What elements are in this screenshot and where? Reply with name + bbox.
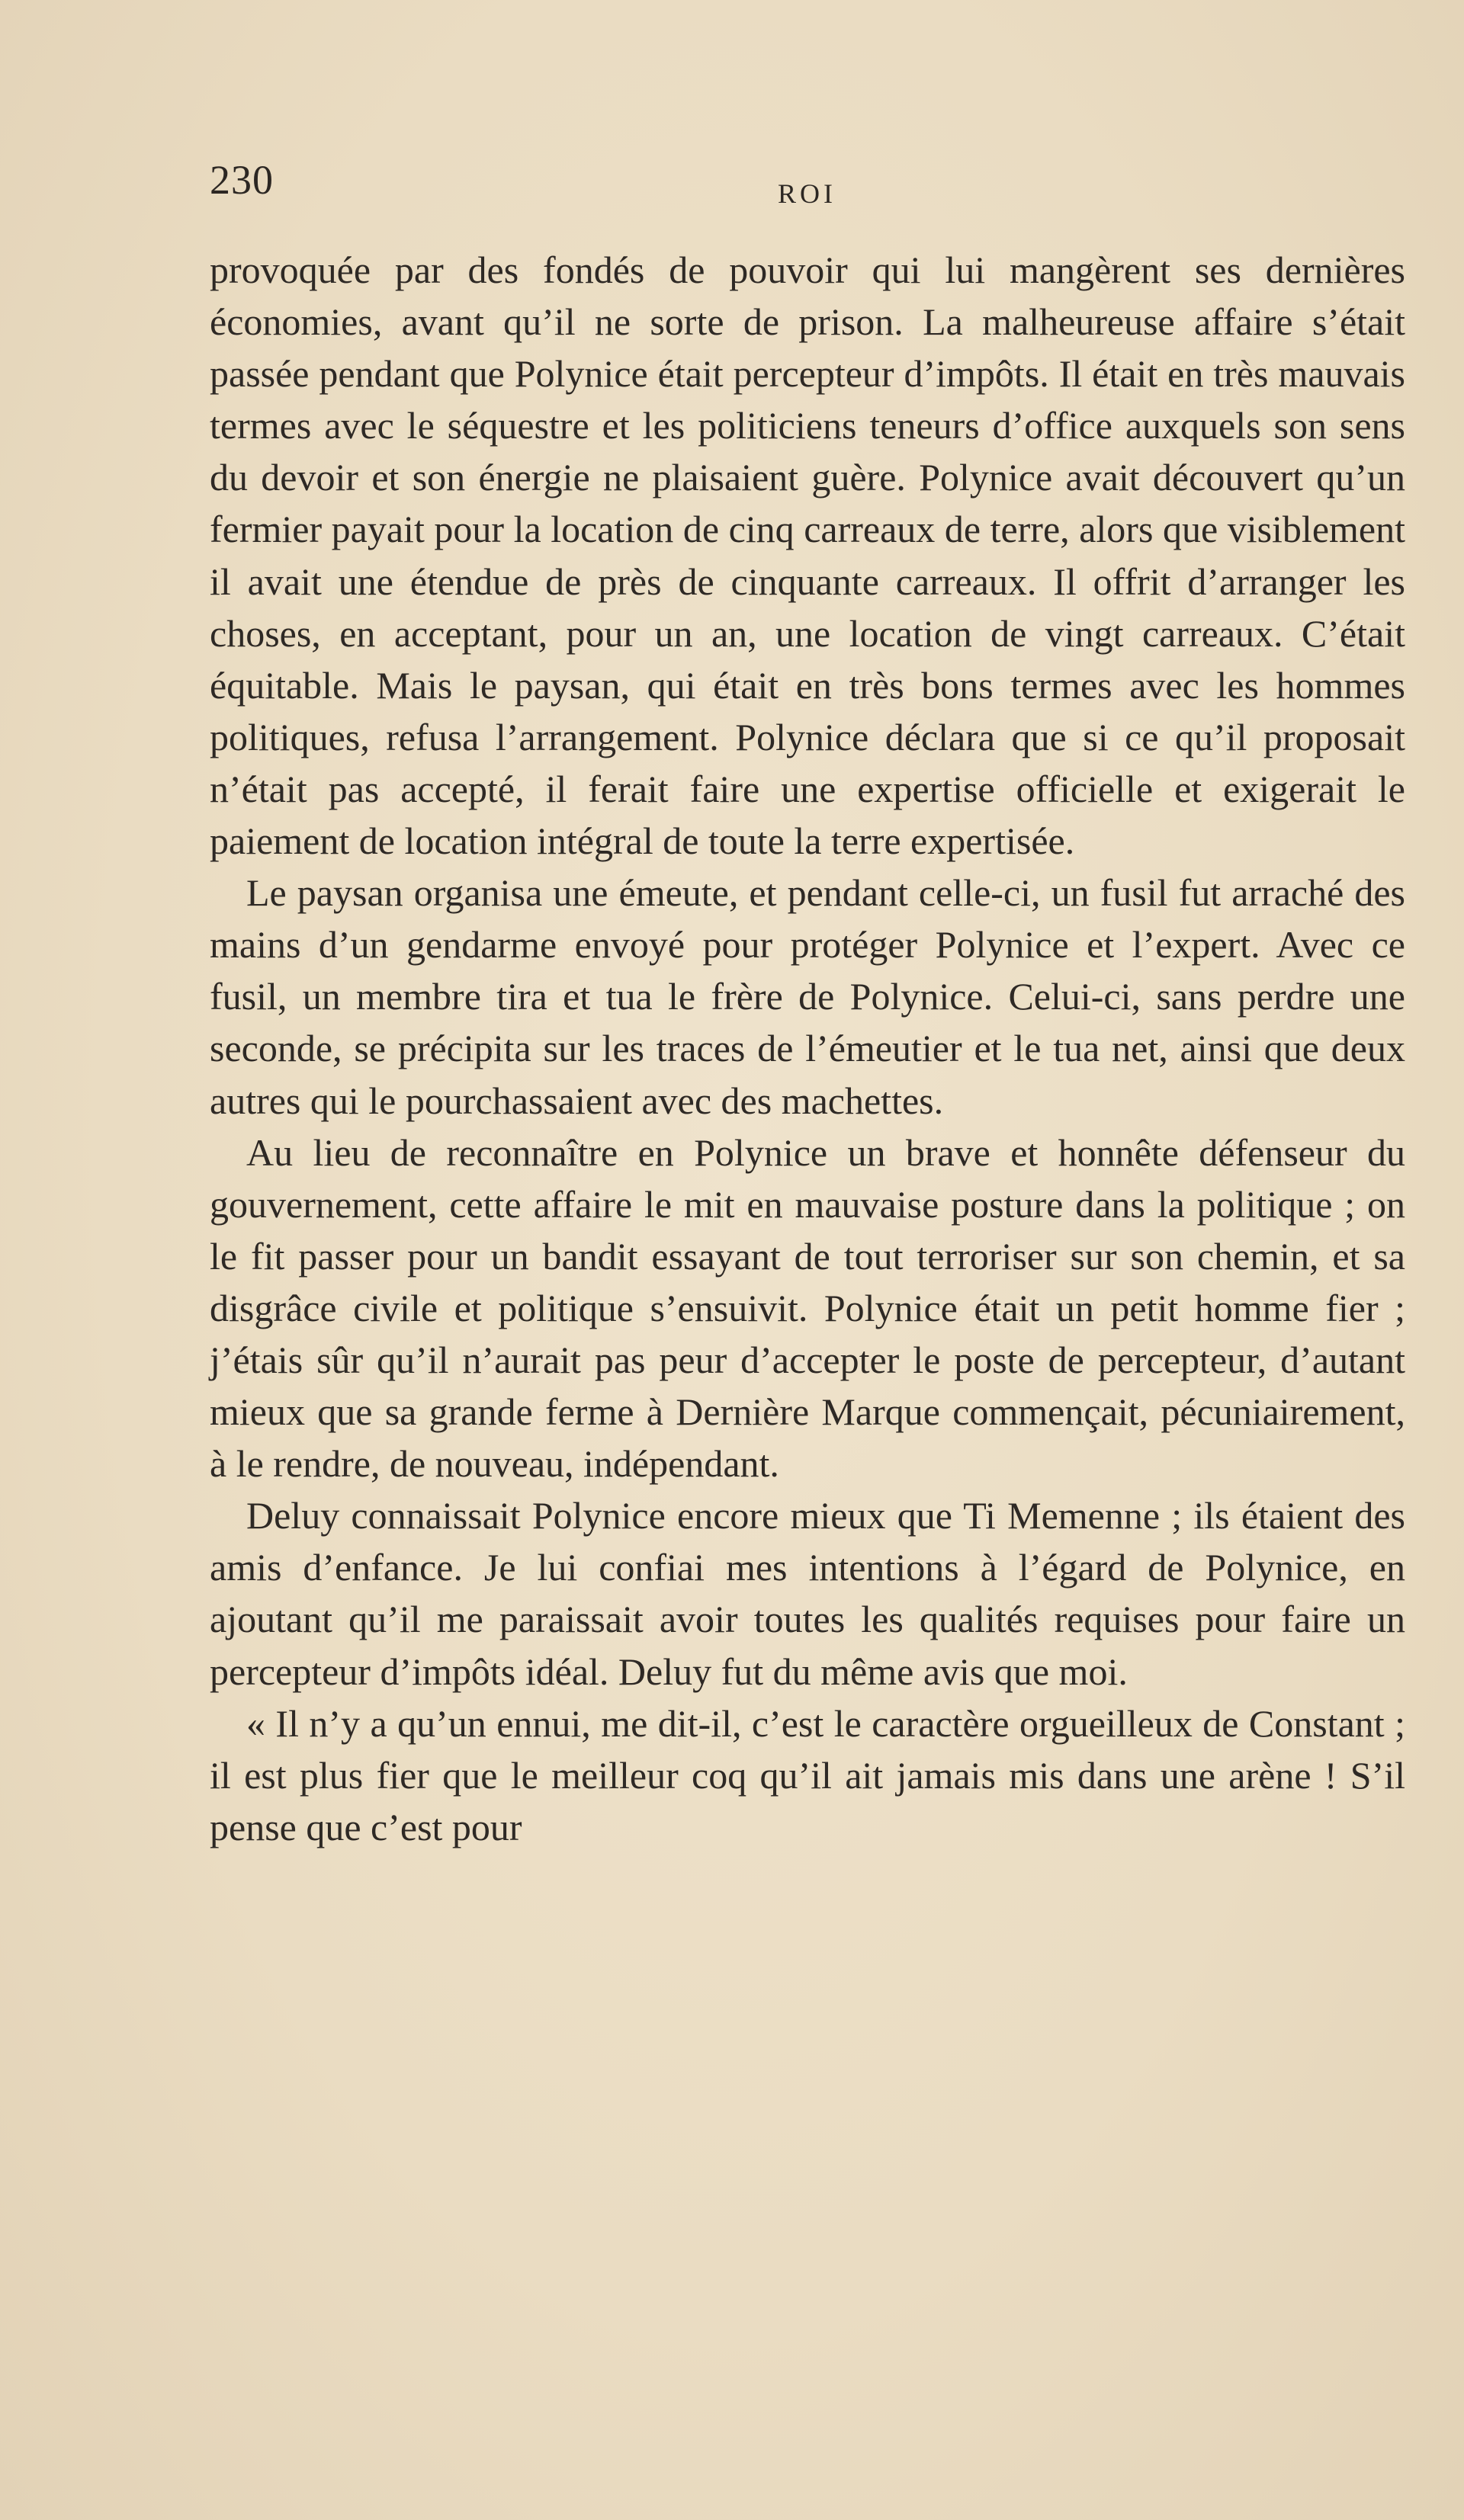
paragraph: Deluy connaissait Polynice encore mieux que Ti Memenne ; ils étaient des amis d’enfance. Je lui confiai mes intentions à l’égard de Polynice, en ajoutant qu’il me paraissait avoir toutes les qualités requises pour faire un percepteur d’impôts idéal. Deluy fut du même avis que moi. <box>210 1494 1405 1693</box>
paragraph: provoquée par des fondés de pouvoir qui lui mangèrent ses dernières économies, avant qu’il ne sorte de prison. La malheureuse affaire s’était passée pendant que Polynice était percepteur d’impôts. Il était en très mauvais termes avec le séquestre et les politiciens teneurs d’office auxquels son sens du devoir et son énergie ne plaisaient guère. Polynice avait découvert qu’un fermier payait pour la location de cinq carreaux de terre, alors que visiblement il avait une étendue de près de cinquante carreaux. Il offrit d’arranger les choses, en acceptant, pour un an, une location de vingt carreaux. C’était équitable. Mais le paysan, qui était en très bons termes avec les hommes politiques, refusa l’arrangement. Polynice déclara que si ce qu’il proposait n’était pas accepté, il ferait faire une expertise officielle et exigerait le paiement de location intégral de toute la terre expertisée. <box>210 248 1405 863</box>
paragraph: Le paysan organisa une émeute, et pendant celle-ci, un fusil fut arraché des mains d’un gendarme envoyé pour protéger Polynice et l’expert. Avec ce fusil, un membre tira et tua le frère de Polynice. Celui-ci, sans perdre une seconde, se précipita sur les traces de l’émeutier et le tua net, ainsi que deux autres qui le pourchassaient avec des machettes. <box>210 871 1405 1122</box>
page-number: 230 <box>210 157 274 203</box>
page-header <box>210 156 1407 217</box>
paragraph: « Il n’y a qu’un ennui, me dit-il, c’est le caractère orgueilleux de Constant ; il est plus fier que le meilleur coq qu’il ait jamais mis dans une arène ! S’il pense que c’est pour <box>210 1701 1405 1848</box>
body-text <box>210 244 1405 1853</box>
running-head: ROI <box>778 178 836 209</box>
paragraph: Au lieu de reconnaître en Polynice un brave et honnête défenseur du gouvernement, cette affaire le mit en mauvaise posture dans la politique ; on le fit passer pour un bandit essayant de tout terroriser sur son chemin, et sa disgrâce civile et politique s’ensuivit. Polynice était un petit homme fier ; j’étais sûr qu’il n’aurait pas peur d’accepter le poste de percepteur, d’autant mieux que sa grande ferme à Dernière Marque commençait, pécuniairement, à le rendre, de nouveau, indépendant. <box>210 1130 1405 1486</box>
